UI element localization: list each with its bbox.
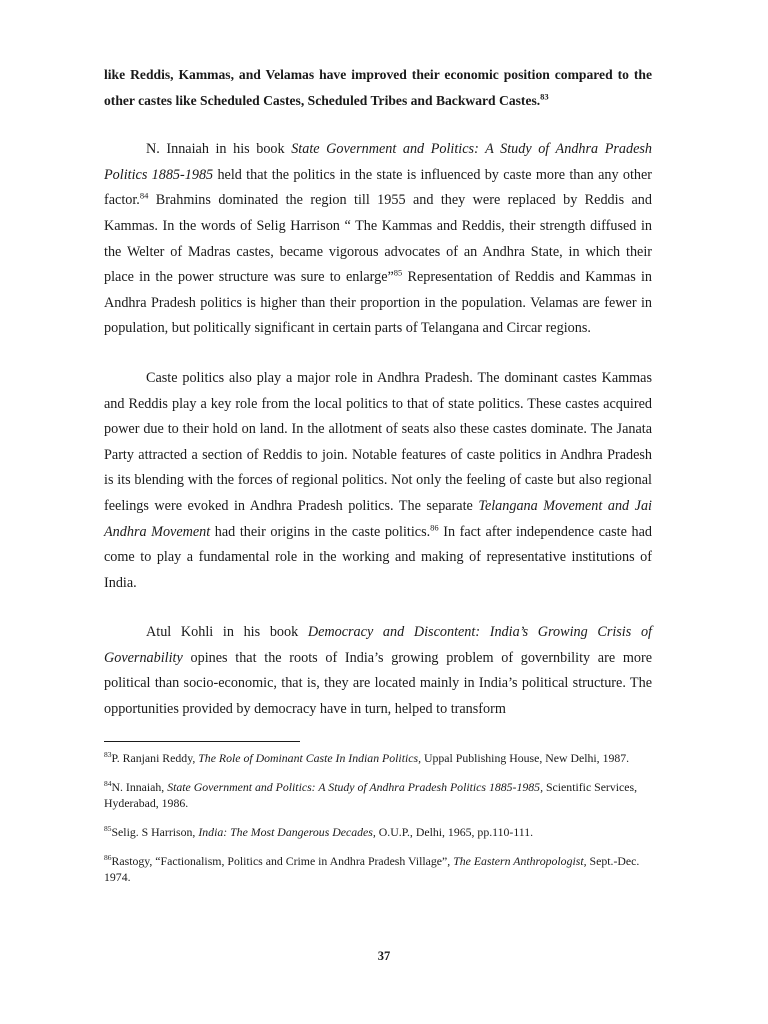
footnote-ref-84: 84 [139,190,149,201]
paragraph-innaiah [104,137,652,342]
paragraph-2-text-c: Brahmins dominated the region till 1955 and they were replaced by Reddis and Kammas. In the words of Selig Harrison “ The Kammas and Reddis, their strength diffused in the Welter of Madras castes, became vigorous advocates of an Andhra State, in which their place in the power structure was sure to enlarge” [104,192,652,286]
footnote-number: 84 [104,778,112,788]
footnote-author: P. Ranjani Reddy, [111,750,199,765]
footnote-author: Rastogy, “Factionalism, Politics and Crime in Andhra Pradesh Village”, [111,853,454,868]
paragraph-1-text: like Reddis, Kammas, and Velamas have improved their economic position compared to the other castes like Scheduled Castes, Scheduled Tribes and Backward Castes. [104,67,652,108]
paragraph-2-text-d: Representation of Reddis and Kammas in Andhra Pradesh politics is higher than their proportion in the population. Velamas are fewer in population, but politically significant in certain parts of Telangana and Circar regions. [104,269,652,337]
footnote-publisher: Uppal Publishing House, New Delhi, 1987. [421,750,630,765]
paragraph-caste-politics [104,366,652,596]
paragraph-kohli [104,620,652,722]
movement-names: Telangana Movement and Jai Andhra Movement [104,497,652,540]
footnote-84 [104,779,652,811]
footnote-title: The Role of Dominant Caste In Indian Politics, [198,750,422,765]
paragraph-2-text-a: N. Innaiah in his book [146,141,292,158]
footnote-number: 83 [104,749,112,759]
footnote-ref-85: 85 [393,267,403,278]
footnote-author: Selig. S Harrison, [111,824,199,839]
footnote-number: 85 [104,823,112,833]
paragraph-3-text-a: Caste politics also play a major role in Andhra Pradesh. The dominant castes Kammas and Reddis play a key role from the local politics to that of state politics. These castes acquired power due to their hold on land. In the allotment of seats also these castes dominate. The Janata Party attracted a section of Reddis to join. Notable features of caste politics in Andhra Pradesh is its blending with the forces of regional politics. Not only the feeling of caste but also regional feelings were evoked in Andhra Pradesh politics. The separate [104,369,652,514]
footnote-publisher: O.U.P., Delhi, 1965, pp.110-111. [375,824,534,839]
footnote-divider [104,741,300,742]
page-body [104,62,652,898]
page-number: 37 [377,949,391,963]
footnote-number: 86 [104,852,112,862]
book-title-innaiah: State Government and Politics: A Study of Andhra Pradesh Politics 1885-1985 [104,141,652,183]
footnote-publisher: Scientific Services, Hyderabad, 1986. [104,779,638,810]
paragraph-continuation [104,62,652,113]
paragraph-2-text-b: held that the politics in the state is influenced by caste more than any other factor. [104,166,653,209]
footnote-title: The Eastern Anthropologist, [453,853,587,868]
book-title-kohli: Democracy and Discontent: India’s Growing Crisis of Governability [104,624,652,666]
footnote-83 [104,750,652,766]
footnote-author: N. Innaiah, [111,779,168,794]
footnote-publisher: Sept.-Dec. 1974. [104,853,640,884]
paragraph-4-text-b: opines that the roots of India’s growing problem of governbility are more political than socio-economic, that is, they are located mainly in India’s political structure. The opportunities provided by democracy have in turn, helped to transform [104,649,652,718]
footnote-title: India: The Most Dangerous Decades, [198,824,376,839]
footnote-ref-86: 86 [430,521,439,532]
footnote-title: State Government and Politics: A Study of Andhra Pradesh Politics 1885-1985, [167,779,544,794]
footnote-86 [104,853,652,885]
paragraph-3-text-c: In fact after independence caste had come to play a fundamental role in the working and making of representative institutions of India. [104,523,652,591]
paragraph-3-text-b: had their origins in the caste politics. [210,523,431,540]
footnote-85 [104,824,652,840]
paragraph-4-text-a: Atul Kohli in his book [146,624,308,641]
footnote-ref-83: 83 [540,91,549,102]
